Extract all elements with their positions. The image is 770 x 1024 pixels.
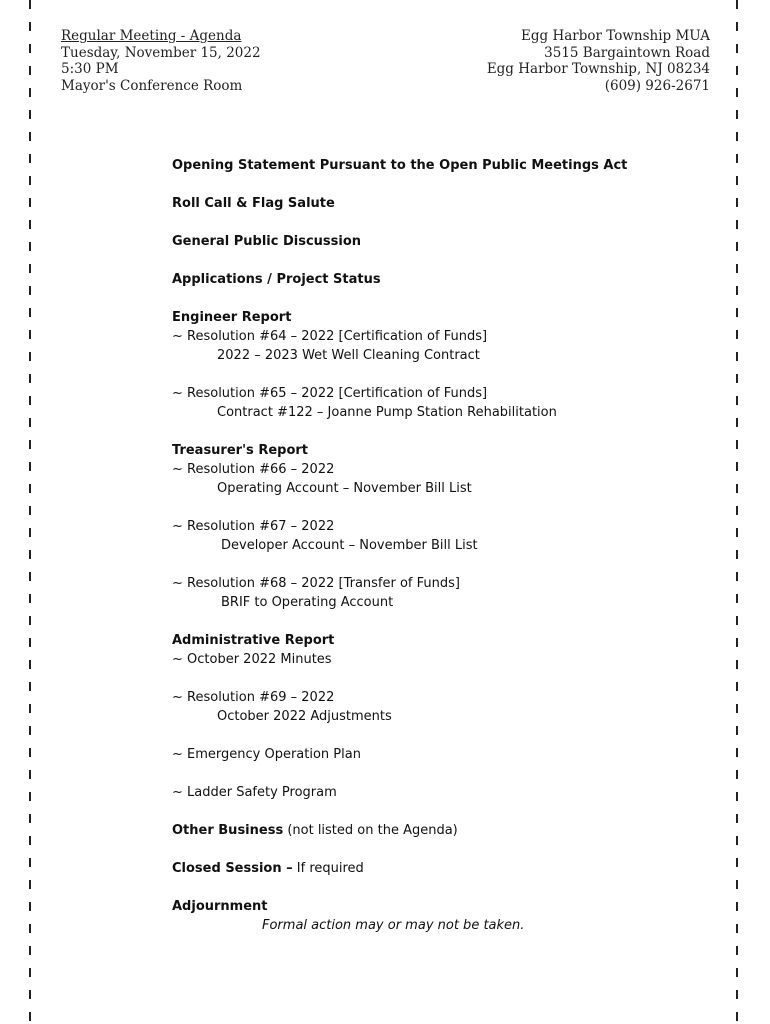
resolution-66-detail: Operating Account – November Bill List xyxy=(217,481,472,496)
meeting-date: Tuesday, November 15, 2022 xyxy=(61,44,261,61)
engineer-report-section xyxy=(172,308,692,365)
meeting-info xyxy=(61,28,261,94)
left-border-decoration xyxy=(29,0,31,1024)
closed-session-heading: Closed Session – xyxy=(172,861,293,876)
resolution-69-detail: October 2022 Adjustments xyxy=(217,709,392,724)
agenda-item-public-discussion: General Public Discussion xyxy=(172,234,362,249)
resolution-68-detail: BRIF to Operating Account xyxy=(221,595,394,610)
resolution-66: ~ Resolution #66 – 2022 xyxy=(172,462,335,477)
engineer-report-heading: Engineer Report xyxy=(172,310,292,325)
resolution-65-detail: Contract #122 – Joanne Pump Station Rehabilitation xyxy=(217,405,557,420)
other-business-note: (not listed on the Agenda) xyxy=(283,823,458,838)
right-border-decoration xyxy=(736,0,738,1024)
resolution-68-block xyxy=(172,574,692,612)
resolution-69: ~ Resolution #69 – 2022 xyxy=(172,690,335,705)
organization-name: Egg Harbor Township MUA xyxy=(521,28,710,44)
adjournment-heading: Adjournment xyxy=(172,899,268,914)
address-line-2: Egg Harbor Township, NJ 08234 xyxy=(486,61,710,77)
organization-info xyxy=(487,28,710,94)
other-business-heading: Other Business xyxy=(172,823,284,838)
phone-number: (609) 926-2671 xyxy=(604,77,710,94)
resolution-65: ~ Resolution #65 – 2022 [Certification of Funds] xyxy=(172,386,488,401)
meeting-title: Regular Meeting - Agenda xyxy=(61,28,242,44)
closed-session-note: If required xyxy=(292,861,364,876)
agenda-item-applications: Applications / Project Status xyxy=(172,272,381,287)
resolution-65-block xyxy=(172,384,692,422)
resolution-68: ~ Resolution #68 – 2022 [Transfer of Funds] xyxy=(172,576,460,591)
meeting-location: Mayor's Conference Room xyxy=(61,77,243,94)
adjournment-note: Formal action may or may not be taken. xyxy=(262,918,525,933)
administrative-report-section xyxy=(172,631,692,669)
other-business xyxy=(172,821,692,840)
resolution-64-detail: 2022 – 2023 Wet Well Cleaning Contract xyxy=(217,348,480,363)
treasurer-report-section xyxy=(172,441,692,498)
administrative-report-heading: Administrative Report xyxy=(172,633,335,648)
october-minutes: ~ October 2022 Minutes xyxy=(172,652,332,667)
meeting-time: 5:30 PM xyxy=(61,61,119,77)
emergency-operation-plan: ~ Emergency Operation Plan xyxy=(172,747,361,762)
address-line-1: 3515 Bargaintown Road xyxy=(544,44,710,61)
agenda-item-opening: Opening Statement Pursuant to the Open Public Meetings Act xyxy=(172,158,628,173)
treasurer-report-heading: Treasurer's Report xyxy=(172,443,309,458)
resolution-67: ~ Resolution #67 – 2022 xyxy=(172,519,335,534)
resolution-64: ~ Resolution #64 – 2022 [Certification of Funds] xyxy=(172,329,488,344)
adjournment xyxy=(172,897,692,935)
resolution-69-block xyxy=(172,688,692,726)
resolution-67-detail: Developer Account – November Bill List xyxy=(221,538,478,553)
closed-session xyxy=(172,859,692,878)
agenda-list xyxy=(172,156,692,954)
ladder-safety-program: ~ Ladder Safety Program xyxy=(172,785,337,800)
agenda-item-roll-call: Roll Call & Flag Salute xyxy=(172,196,335,211)
resolution-67-block xyxy=(172,517,692,555)
